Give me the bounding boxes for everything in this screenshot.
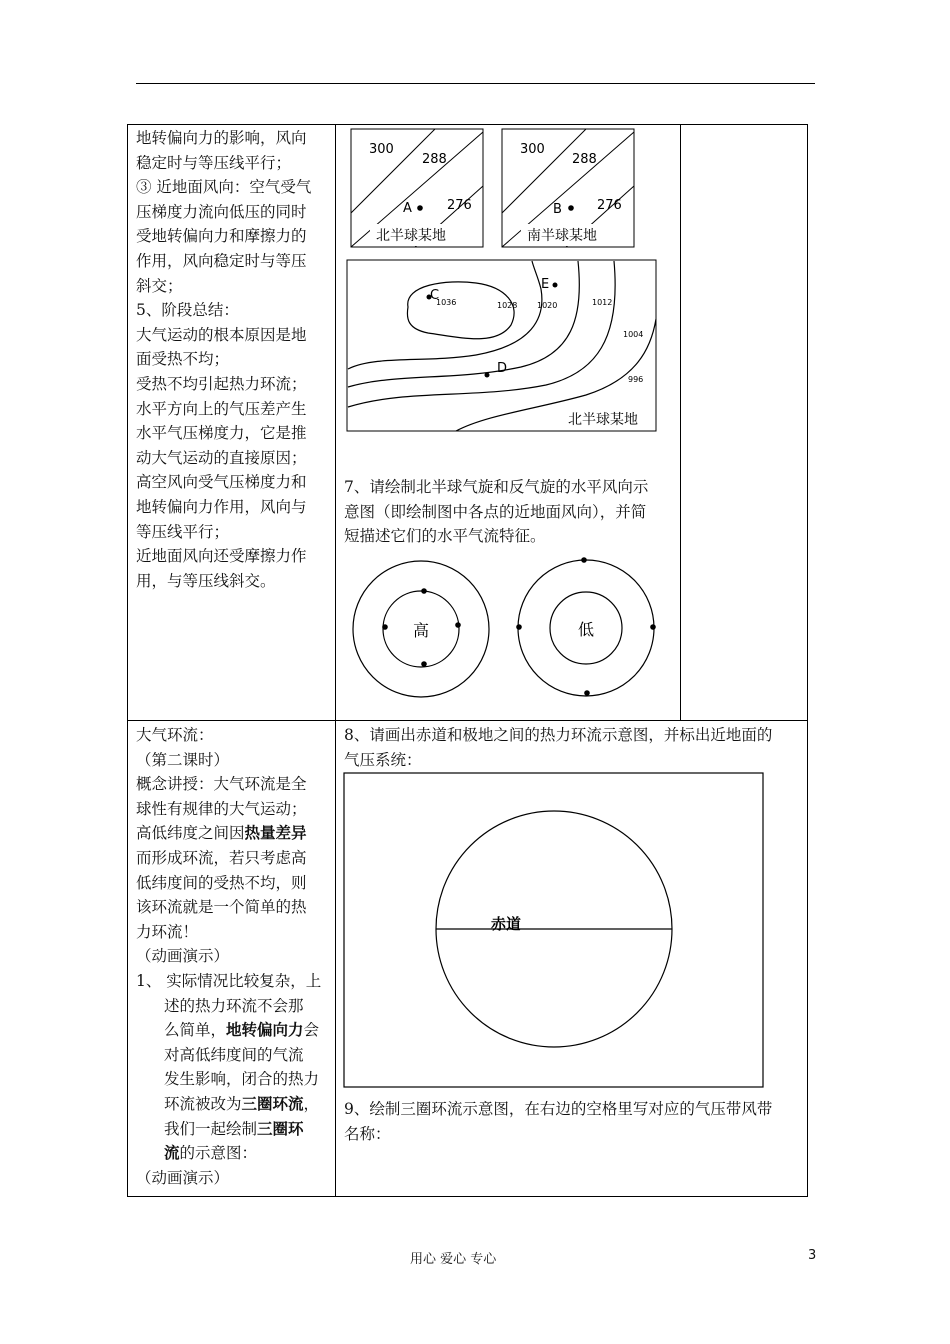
- isobar-value: 276: [597, 198, 622, 213]
- text-line: 该环流就是一个简单的热: [136, 898, 307, 917]
- text-run: ，: [303, 1094, 320, 1113]
- text-run: 的示意图：: [179, 1144, 258, 1163]
- text-line: 等压线平行；: [136, 522, 230, 541]
- question-8: [344, 723, 806, 772]
- figure-caption: 南半球某地: [527, 228, 597, 244]
- text-line: 水平方向上的气压差产生: [136, 399, 307, 418]
- point-label: D: [497, 361, 508, 376]
- figure-caption: 北半球某地: [376, 228, 446, 244]
- text-line: 动大气运动的直接原因；: [136, 448, 307, 467]
- text-line: [136, 1141, 332, 1166]
- text-line: 力环流！: [136, 922, 199, 941]
- column-divider-2: [680, 124, 681, 721]
- isobar-figure-south: [501, 128, 637, 250]
- text-line: 用，与等压线斜交。: [136, 571, 276, 590]
- isobar-value: 1028: [497, 301, 518, 310]
- isobar-value: 288: [572, 152, 597, 167]
- text-line: 高空风向受气压梯度力和: [136, 473, 307, 492]
- text-line: （第二课时）: [136, 750, 230, 769]
- text-line: 球性有规律的大气运动；: [136, 799, 307, 818]
- point-label: E: [541, 277, 550, 292]
- emphasis-text: 地转偏向力: [226, 1020, 304, 1040]
- text-line: 大气环流：: [136, 726, 214, 744]
- emphasis-text: 热量差异: [244, 823, 307, 843]
- text-line: 发生影响，闭合的热力: [164, 1070, 320, 1089]
- text-run: 我们一起绘制: [164, 1119, 258, 1138]
- cyclone-diagrams: [348, 556, 668, 702]
- text-line: 短描述它们的水平气流特征。: [344, 527, 546, 546]
- isobar-value: 1012: [592, 298, 613, 307]
- isobar-value: 996: [628, 375, 644, 384]
- row-divider: [127, 720, 808, 721]
- text-line: 5、阶段总结：: [136, 301, 239, 320]
- text-line: [136, 1117, 332, 1142]
- left-notes-cell-2: [136, 723, 332, 1190]
- isobar-map-figure: [346, 259, 658, 434]
- text-line: 8、请画出赤道和极地之间的热力环流示意图，并标出近地面的: [344, 726, 773, 744]
- isobar-value: 1020: [537, 301, 558, 310]
- footer-motto: 用心 爱心 专心: [410, 1252, 497, 1267]
- point-marker: [485, 373, 490, 378]
- cyclone-diagram: [516, 557, 656, 696]
- text-line: （动画演示）: [136, 1168, 230, 1187]
- text-line: 气压系统：: [344, 750, 422, 769]
- isobar-value: 300: [520, 142, 545, 157]
- isobar-value: 288: [422, 152, 447, 167]
- point-label: C: [430, 288, 440, 303]
- emphasis-text: 三圈环: [257, 1118, 304, 1138]
- header-rule: [136, 83, 815, 84]
- text-line: [136, 1018, 332, 1043]
- text-line: 名称：: [344, 1124, 391, 1143]
- text-line: 大气运动的根本原因是地: [136, 325, 307, 344]
- text-line: 1、 实际情况比较复杂，上: [136, 971, 322, 990]
- left-notes-cell-1: [136, 126, 332, 593]
- point-marker: [417, 205, 423, 211]
- point-marker: [568, 205, 574, 211]
- text-line: 意图（即绘制图中各点的近地面风向），并简: [344, 502, 647, 521]
- text-line: 水平气压梯度力，它是推: [136, 424, 307, 443]
- text-line: 地转偏向力的影响，风向: [136, 129, 307, 147]
- point-label: A: [403, 201, 412, 216]
- text-line: 概念讲授：大气环流是全: [136, 775, 307, 794]
- question-7: [344, 475, 678, 549]
- low-pressure-label: 低: [577, 620, 595, 639]
- text-run: 高低纬度之间因: [136, 824, 245, 843]
- column-divider-1: [335, 124, 336, 1197]
- point-marker: [553, 283, 558, 288]
- text-line: [136, 1092, 332, 1117]
- page-number: 3: [808, 1248, 817, 1263]
- text-line: （动画演示）: [136, 947, 230, 966]
- equator-label: 赤道: [491, 915, 522, 933]
- text-line: 述的热力环流不会那: [164, 996, 304, 1015]
- text-run: 环流被改为: [164, 1094, 242, 1113]
- text-run: 会: [303, 1021, 320, 1040]
- emphasis-text: 三圈环流: [241, 1093, 304, 1113]
- figure-caption: 北半球某地: [568, 412, 638, 428]
- text-line: 低纬度间的受热不均，则: [136, 873, 307, 892]
- anticyclone-diagram: [353, 561, 489, 697]
- text-run: 么简单，: [164, 1021, 227, 1040]
- text-line: 9、绘制三圈环流示意图，在右边的空格里写对应的气压带风带: [344, 1100, 773, 1118]
- text-line: 7、请绘制北半球气旋和反气旋的水平风向示: [344, 478, 649, 496]
- text-line: 面受热不均；: [136, 350, 230, 369]
- emphasis-text: 流: [164, 1143, 180, 1163]
- text-line: 稳定时与等压线平行；: [136, 153, 292, 172]
- text-line: 地转偏向力作用，风向与: [136, 497, 307, 516]
- isobar-value: 276: [447, 198, 472, 213]
- isobar-figure-north: [350, 128, 486, 250]
- text-line: 对高低纬度间的气流: [164, 1045, 304, 1064]
- text-line: 压梯度力流向低压的同时: [136, 202, 307, 221]
- isobar-value: 1036: [436, 298, 457, 307]
- text-line: 而形成环流，若只考虑高: [136, 848, 307, 867]
- text-line: [136, 821, 332, 846]
- isobar-value: 300: [369, 142, 394, 157]
- question-9: [344, 1097, 806, 1146]
- text-line: 受地转偏向力和摩擦力的: [136, 227, 307, 246]
- text-line: 作用，风向稳定时与等压: [136, 251, 307, 270]
- equator-polar-drawing-box: [343, 772, 765, 1090]
- text-line: 受热不均引起热力环流；: [136, 374, 307, 393]
- text-line: ③ 近地面风向：空气受气: [136, 178, 312, 197]
- text-line: 斜交；: [136, 276, 183, 295]
- point-label: B: [553, 202, 562, 217]
- high-pressure-label: 高: [412, 621, 430, 640]
- text-line: 近地面风向还受摩擦力作: [136, 547, 307, 566]
- isobar-value: 1004: [623, 330, 644, 339]
